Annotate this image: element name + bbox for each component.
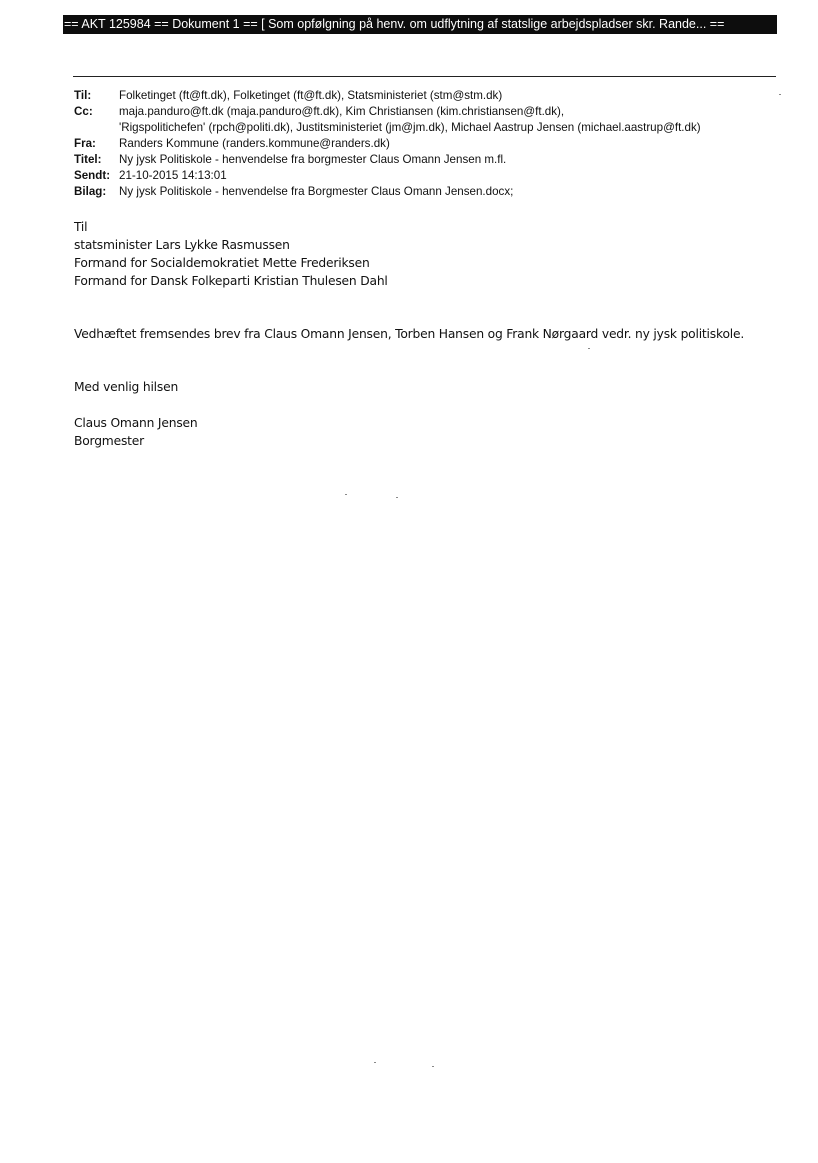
- bilag-value: Ny jysk Politiskole - henvendelse fra Borgmester Claus Omann Jensen.docx;: [119, 185, 514, 198]
- sendt-label: Sendt:: [74, 169, 111, 182]
- letter-recipient-1: statsminister Lars Lykke Rasmussen: [74, 238, 290, 252]
- email-header: [74, 88, 794, 200]
- bilag-label: Bilag:: [74, 185, 107, 198]
- cc-value-line2: 'Rigspolitichefen' (rpch@politi.dk), Justitsministeriet (jm@jm.dk), Michael Aastrup Jensen (michael.aastrup@ft.dk): [119, 121, 701, 134]
- header-row-til: [74, 88, 794, 104]
- header-row-titel: [74, 152, 794, 168]
- fra-label: Fra:: [74, 137, 96, 150]
- scan-speck: [588, 348, 590, 349]
- document-banner: == AKT 125984 == Dokument 1 == [ Som opfølgning på henv. om udflytning af statslige arbejdspladser skr. Rande... ==: [63, 15, 777, 34]
- scan-speck: [345, 494, 347, 495]
- fra-value: Randers Kommune (randers.kommune@randers.dk): [119, 137, 390, 150]
- header-row-cc: [74, 104, 794, 120]
- cc-value-line1: maja.panduro@ft.dk (maja.panduro@ft.dk), Kim Christiansen (kim.christiansen@ft.dk),: [119, 105, 565, 118]
- letter-recipient-3: Formand for Dansk Folkeparti Kristian Thulesen Dahl: [74, 274, 388, 288]
- scan-speck: [396, 497, 398, 498]
- header-divider: [73, 76, 776, 77]
- scan-speck: [432, 1066, 434, 1067]
- letter-salutation: Til: [74, 220, 88, 234]
- header-row-cc-cont: [74, 120, 794, 136]
- header-row-bilag: [74, 184, 794, 200]
- header-row-fra: [74, 136, 794, 152]
- scan-speck: [779, 94, 781, 95]
- letter-recipient-2: Formand for Socialdemokratiet Mette Frederiksen: [74, 256, 370, 270]
- til-label: Til:: [74, 89, 92, 102]
- letter-closing: Med venlig hilsen: [74, 380, 179, 394]
- sender-title: Borgmester: [74, 434, 144, 448]
- titel-label: Titel:: [74, 153, 102, 166]
- titel-value: Ny jysk Politiskole - henvendelse fra borgmester Claus Omann Jensen m.fl.: [119, 153, 507, 166]
- scan-speck: [374, 1062, 376, 1063]
- letter-body: Vedhæftet fremsendes brev fra Claus Omann Jensen, Torben Hansen og Frank Nørgaard vedr. ny jysk politiskole.: [74, 327, 745, 341]
- cc-label-spacer: [74, 120, 119, 136]
- til-value: Folketinget (ft@ft.dk), Folketinget (ft@ft.dk), Statsministeriet (stm@stm.dk): [119, 89, 503, 102]
- cc-label: Cc:: [74, 105, 93, 118]
- sender-name: Claus Omann Jensen: [74, 416, 198, 430]
- header-row-sendt: [74, 168, 794, 184]
- sendt-value: 21-10-2015 14:13:01: [119, 169, 227, 182]
